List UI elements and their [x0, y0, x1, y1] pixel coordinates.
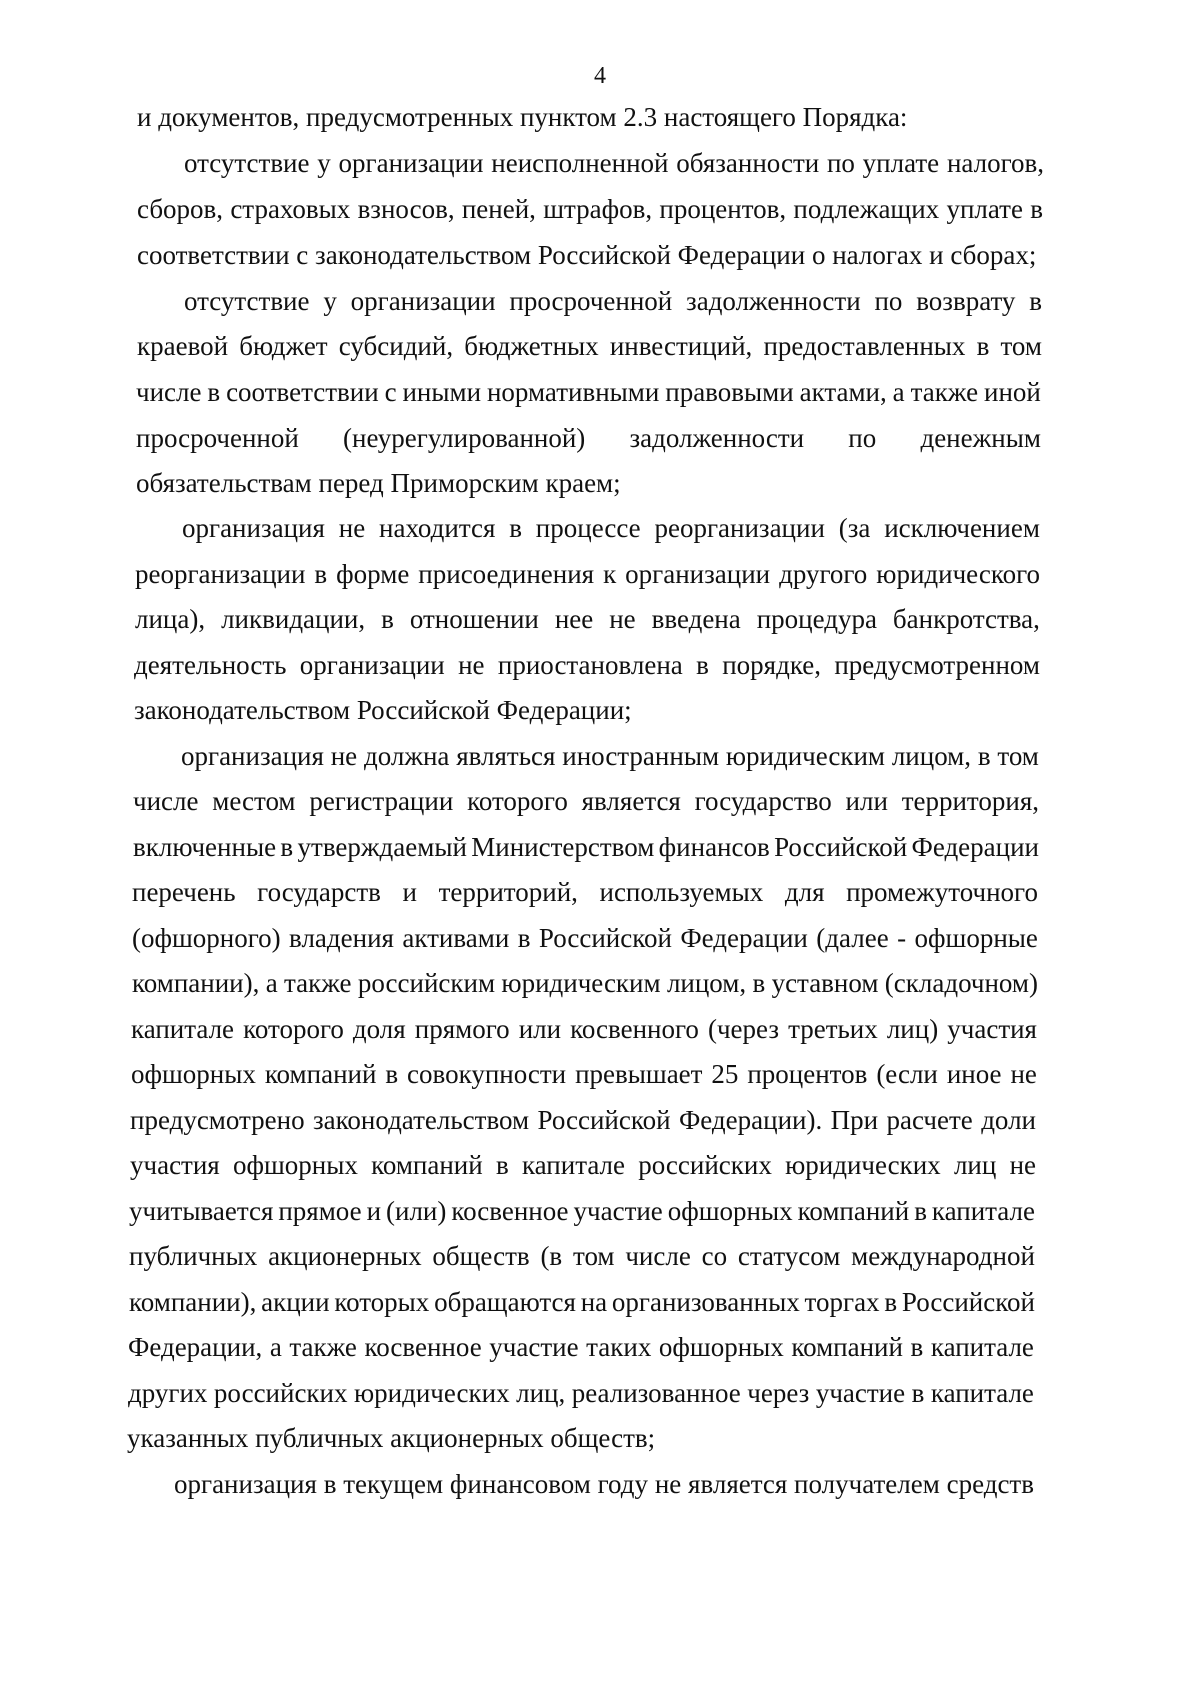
word: том: [573, 1241, 615, 1271]
word: компаний: [791, 1332, 903, 1362]
word: году: [597, 1469, 649, 1499]
word: реорганизации: [654, 513, 825, 543]
word: учитывается: [129, 1196, 274, 1226]
word: (если: [876, 1059, 938, 1089]
text-line: [133, 834, 1039, 861]
word: находится: [379, 513, 496, 543]
word: в: [752, 968, 766, 998]
word: которого: [467, 786, 568, 816]
word: капитале: [131, 1014, 235, 1044]
word: обращаются: [434, 1287, 576, 1317]
word: обществ: [432, 1241, 530, 1271]
word: юридических: [354, 1378, 510, 1408]
word: нормативными: [486, 377, 660, 407]
word: организации: [299, 650, 445, 680]
word: публичных: [129, 1241, 258, 1271]
word: с: [384, 377, 397, 407]
word: порядке,: [722, 650, 822, 680]
word: (через: [707, 1014, 780, 1044]
word: в: [911, 1378, 925, 1408]
word: взносов,: [357, 194, 455, 224]
word: процентов: [747, 1059, 868, 1089]
word: правовыми: [665, 377, 794, 407]
text-line: и документов, предусмотренных пунктом 2.3 настоящего Порядка:: [137, 102, 908, 132]
word: предусмотренном: [834, 650, 1040, 680]
text-line: [129, 1243, 1035, 1270]
word: российских: [213, 1378, 348, 1408]
word: (складочном): [884, 968, 1038, 998]
word: в: [509, 513, 522, 543]
word: другого: [779, 559, 868, 589]
word: у: [317, 148, 331, 178]
text-line: [137, 333, 1042, 360]
word: пеней,: [461, 194, 536, 224]
word: инвестиций,: [609, 331, 753, 361]
word: в: [1030, 194, 1043, 224]
word: иное: [946, 1059, 1002, 1089]
word: которых: [334, 1287, 430, 1317]
word: (или): [386, 1196, 447, 1226]
text-line: [132, 925, 1038, 952]
word: уплате: [946, 194, 1023, 224]
word: также: [284, 968, 352, 998]
word: в: [323, 1469, 337, 1499]
text-line: обязательствам перед Приморским краем;: [136, 468, 621, 498]
word: юридическим: [501, 968, 661, 998]
word: числе: [133, 786, 199, 816]
word: у: [323, 286, 337, 316]
word: Федерации: [680, 923, 808, 953]
word: и: [366, 1196, 382, 1226]
text-line: [184, 150, 1044, 177]
word: текущем: [343, 1469, 444, 1499]
word: капитале: [930, 1378, 1034, 1408]
text-line: [136, 379, 1041, 406]
word: организованных: [611, 1287, 800, 1317]
word: косвенное: [451, 1196, 569, 1226]
word: или: [518, 1014, 562, 1044]
text-line: [128, 1380, 1034, 1407]
word: краевой: [137, 331, 229, 361]
word: косвенного: [570, 1014, 699, 1044]
word: законодательством: [313, 1105, 530, 1135]
word: в: [914, 1196, 927, 1226]
word: не: [330, 741, 358, 771]
text-line: [128, 1334, 1034, 1361]
word: лицом,: [666, 968, 747, 998]
word: организации: [625, 559, 771, 589]
word: числе: [136, 377, 202, 407]
word: отношении: [409, 604, 539, 634]
word: актами,: [799, 377, 887, 407]
word: возврату: [916, 286, 1016, 316]
word: том: [997, 741, 1039, 771]
word: лица),: [135, 604, 206, 634]
word: уплате: [862, 148, 940, 178]
text-line: [181, 743, 1039, 770]
text-line: [129, 1289, 1035, 1316]
word: Федерации,: [128, 1332, 263, 1362]
word: участия: [947, 1014, 1037, 1044]
word: превышает: [575, 1059, 703, 1089]
word: в: [517, 923, 531, 953]
word: ликвидации,: [221, 604, 366, 634]
word: а: [892, 377, 905, 407]
word: компаний: [797, 1196, 910, 1226]
word: в: [1029, 286, 1042, 316]
word: прямое: [278, 1196, 362, 1226]
word: участие: [815, 1378, 906, 1408]
text-line: [132, 970, 1038, 997]
word: бюджет: [239, 331, 328, 361]
word: Российской: [537, 1105, 671, 1135]
word: участие: [489, 1332, 579, 1362]
text-line: [131, 1061, 1037, 1088]
text-line: [174, 1471, 1034, 1498]
word: числе: [625, 1241, 691, 1271]
word: (далее: [816, 923, 889, 953]
word: организации: [338, 148, 484, 178]
word: страховых: [230, 194, 351, 224]
word: или: [845, 786, 888, 816]
text-line: [135, 561, 1040, 588]
word: не: [654, 1469, 682, 1499]
text-line: соответствии с законодательством Российской Федерации о налогах и сборах;: [137, 240, 1037, 270]
text-line: [131, 1016, 1037, 1043]
word: иными: [402, 377, 482, 407]
word: в: [495, 1150, 509, 1180]
word: государство: [694, 786, 832, 816]
word: Российской: [774, 832, 908, 862]
word: участия: [130, 1150, 220, 1180]
text-line: [184, 288, 1042, 315]
word: активами: [402, 923, 510, 953]
word: лиц): [886, 1014, 939, 1044]
word: реализованное: [571, 1378, 741, 1408]
word: присоединения: [418, 559, 595, 589]
word: просроченной: [136, 423, 299, 453]
word: организации: [350, 286, 496, 316]
word: отсутствие: [184, 148, 310, 178]
word: Министерством: [471, 832, 655, 862]
word: офшорных: [232, 1150, 358, 1180]
word: налогов,: [946, 148, 1044, 178]
word: третьих: [788, 1014, 878, 1044]
text-line: законодательством Российской Федерации;: [134, 695, 632, 725]
word: акционерных: [268, 1241, 422, 1271]
word: а: [269, 1332, 282, 1362]
word: отсутствие: [184, 286, 310, 316]
word: финансовом: [449, 1469, 591, 1499]
text-line: [132, 879, 1038, 906]
word: сборов,: [137, 194, 224, 224]
word: в: [884, 1287, 898, 1317]
word: компании),: [129, 1287, 257, 1317]
word: перечень: [132, 877, 236, 907]
word: (за: [838, 513, 871, 543]
word: в: [280, 832, 294, 862]
word: юридического: [876, 559, 1040, 589]
word: совокупности: [407, 1059, 567, 1089]
text-line: [182, 515, 1040, 542]
word: реорганизации: [135, 559, 306, 589]
word: международной: [851, 1241, 1035, 1271]
word: финансов: [658, 832, 770, 862]
text-line: [135, 606, 1040, 633]
word: офшорных: [658, 1332, 784, 1362]
word: Российской: [901, 1287, 1035, 1317]
word: не: [1010, 1059, 1037, 1089]
word: доля: [352, 1014, 406, 1044]
word: территория,: [901, 786, 1039, 816]
text-line: [130, 1152, 1036, 1179]
word: средств: [946, 1469, 1034, 1499]
word: не: [458, 650, 485, 680]
word: процентов,: [659, 194, 787, 224]
word: в: [381, 604, 394, 634]
word: банкротства,: [892, 604, 1040, 634]
word: приостановлена: [497, 650, 683, 680]
word: капитале: [930, 1332, 1034, 1362]
word: При: [830, 1105, 879, 1135]
word: лицом,: [891, 741, 972, 771]
word: торгах: [804, 1287, 880, 1317]
text-line: [129, 1198, 1035, 1225]
word: организация: [182, 513, 325, 543]
word: процедура: [756, 604, 877, 634]
word: иностранным: [562, 741, 720, 771]
word: в: [696, 650, 709, 680]
word: регистрации: [309, 786, 454, 816]
word: со: [701, 1241, 728, 1271]
word: является: [581, 786, 681, 816]
word: юридическим: [725, 741, 886, 771]
word: лиц,: [516, 1378, 566, 1408]
word: Федерации).: [678, 1105, 823, 1135]
word: иной: [984, 377, 1041, 407]
word: подлежащих: [793, 194, 940, 224]
word: также: [289, 1332, 357, 1362]
word: денежным: [920, 423, 1041, 453]
word: (в: [540, 1241, 563, 1271]
word: используемых: [599, 877, 764, 907]
word: косвенное: [364, 1332, 482, 1362]
text-line: [133, 788, 1039, 815]
word: в: [207, 377, 221, 407]
text-line: [134, 652, 1040, 679]
word: офшорные: [914, 923, 1038, 953]
word: юридических: [785, 1150, 941, 1180]
word: бюджетных: [464, 331, 599, 361]
text-line: [136, 425, 1041, 452]
word: предоставленных: [763, 331, 966, 361]
word: являться: [456, 741, 556, 771]
word: Российской: [538, 923, 672, 953]
word: которого: [243, 1014, 344, 1044]
word: введена: [651, 604, 741, 634]
text-line: [130, 1107, 1036, 1134]
word: лиц: [953, 1150, 997, 1180]
word: офшорных: [131, 1059, 256, 1089]
word: компаний: [264, 1059, 377, 1089]
word: субсидий,: [338, 331, 454, 361]
word: и: [402, 877, 417, 907]
word: российских: [638, 1150, 772, 1180]
word: должна: [363, 741, 450, 771]
word: статусом: [737, 1241, 841, 1271]
word: для: [784, 877, 825, 907]
word: местом: [212, 786, 296, 816]
word: (неурегулированной): [343, 423, 586, 453]
word: не: [338, 513, 366, 543]
word: таких: [586, 1332, 652, 1362]
word: включенные: [133, 832, 277, 862]
text-line: [137, 196, 1043, 223]
word: просроченной: [509, 286, 673, 316]
word: исключением: [884, 513, 1040, 543]
word: капитале: [521, 1150, 625, 1180]
word: неисполненной: [491, 148, 669, 178]
word: штрафов,: [543, 194, 653, 224]
word: утверждаемый: [297, 832, 467, 862]
word: обязанности: [676, 148, 820, 178]
word: участие: [573, 1196, 663, 1226]
word: промежуточного: [846, 877, 1038, 907]
word: к: [603, 559, 617, 589]
word: организация: [174, 1469, 317, 1499]
word: 25: [711, 1059, 739, 1089]
word: расчете: [886, 1105, 973, 1135]
word: -: [897, 923, 907, 953]
word: также: [910, 377, 979, 407]
word: процессе: [535, 513, 641, 543]
word: территорий,: [438, 877, 578, 907]
word: по: [826, 148, 855, 178]
word: получателем: [794, 1469, 940, 1499]
word: а: [265, 968, 278, 998]
word: является: [688, 1469, 788, 1499]
word: Федерации: [911, 832, 1039, 862]
word: соответствии: [226, 377, 379, 407]
word: компании),: [132, 968, 260, 998]
word: на: [580, 1287, 608, 1317]
word: (офшорного): [132, 923, 281, 953]
word: форме: [336, 559, 410, 589]
word: акции: [261, 1287, 330, 1317]
text-line: указанных публичных акционерных обществ;: [127, 1423, 656, 1453]
word: не: [1009, 1150, 1036, 1180]
word: офшорных: [667, 1196, 793, 1226]
word: не: [609, 604, 636, 634]
word: в: [385, 1059, 399, 1089]
word: доли: [981, 1105, 1036, 1135]
word: в: [910, 1332, 924, 1362]
page-number: 4: [594, 63, 606, 89]
word: по: [848, 423, 877, 453]
word: по: [874, 286, 903, 316]
word: в: [976, 331, 990, 361]
word: российским: [357, 968, 496, 998]
word: том: [1000, 331, 1042, 361]
word: государств: [257, 877, 381, 907]
word: задолженности: [686, 286, 861, 316]
word: других: [128, 1378, 208, 1408]
word: организация: [181, 741, 324, 771]
word: капитале: [931, 1196, 1035, 1226]
word: нее: [554, 604, 594, 634]
word: через: [747, 1378, 810, 1408]
word: предусмотрено: [130, 1105, 305, 1135]
word: деятельность: [134, 650, 287, 680]
word: в: [977, 741, 991, 771]
word: в: [314, 559, 328, 589]
word: уставном: [771, 968, 879, 998]
word: задолженности: [629, 423, 805, 453]
word: прямого: [414, 1014, 510, 1044]
word: компаний: [371, 1150, 483, 1180]
word: владения: [289, 923, 394, 953]
